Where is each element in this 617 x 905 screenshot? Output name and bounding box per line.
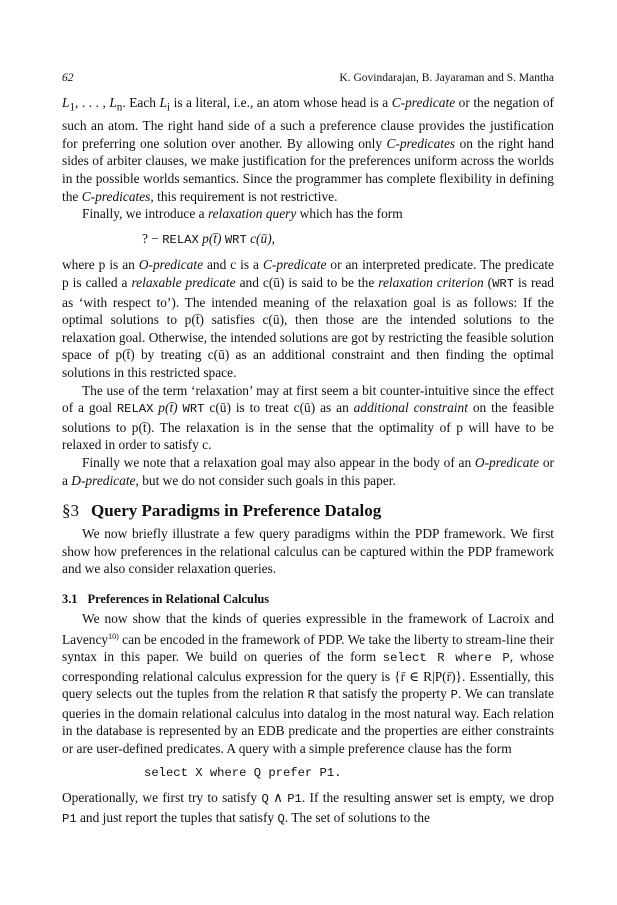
code-inline: Q <box>261 792 269 807</box>
text-span: on the right hand sides of arbiter clauses, we make justification for the preferences uniform across the worlds in the possible worlds semantics. Since the programmer has complete flexibility in defining the <box>62 135 554 204</box>
section-title: Query Paradigms in Preference Datalog <box>91 501 382 521</box>
paragraph-relaxation-meaning <box>62 256 554 381</box>
text-span: . The set of solutions to the <box>284 809 430 825</box>
text-span: and c(ū) is said to be the <box>235 275 379 291</box>
relax-query-display <box>62 230 554 250</box>
text-span: The use of the term ‘relaxation’ may at first seem a bit counter-intuitive since the effect of a goal <box>62 382 554 416</box>
page-number: 62 <box>62 72 74 84</box>
text-span: , whose corresponding relational calculus expression for the query is {r̄ ∈ R|P(r̄)}. Essentially, this query selects out the tuples from the relation <box>62 649 554 702</box>
text-span: Operationally, we first try to satisfy <box>62 790 262 806</box>
paragraph-relaxation-intro <box>62 205 554 223</box>
paragraph-arbiter-clauses <box>62 94 554 205</box>
paragraph-relaxation-term <box>62 382 554 454</box>
text-span: Finally, we introduce a <box>82 206 208 222</box>
math-sub: 1 <box>69 101 76 114</box>
text-span: is a literal, i.e., an atom whose head is a <box>170 95 392 110</box>
text-span: or an interpreted predicate. The predicate p is called a <box>62 257 554 291</box>
text-span: on the feasible solutions to p(t̄). The relaxation is in the sense that the optimality of p will have to be relaxed in order to satisfy c. <box>62 400 554 453</box>
term-relaxation-query: relaxation query <box>207 206 297 222</box>
text-span: . Each <box>122 95 160 110</box>
math-L: L <box>159 95 167 110</box>
term-c-predicate: C-predicate <box>391 95 456 110</box>
keyword-wrt: WRT <box>492 277 515 292</box>
code-inline: P1 <box>287 792 302 807</box>
text-span: and just report the tuples that satisfy <box>76 809 278 825</box>
keyword-relax: RELAX <box>162 232 199 247</box>
term-o-predicate: O-predicate <box>138 257 204 273</box>
subsection-number: 3.1 <box>62 591 78 606</box>
keyword-relax: RELAX <box>116 402 154 417</box>
text-span: , but we do not consider such goals in this paper. <box>135 472 396 488</box>
math-L: L <box>109 95 117 110</box>
text-span: Finally we note that a relaxation goal may also appear in the body of an <box>82 454 475 470</box>
paragraph-relaxation-body <box>62 454 554 489</box>
paragraph-relational-calculus <box>62 610 554 758</box>
math-expression: p(t̄) <box>153 400 183 416</box>
term-c-predicate: C-predicate <box>262 257 327 273</box>
term-relaxation-criterion: relaxation criterion <box>378 275 484 291</box>
paragraph-operational <box>62 789 554 828</box>
text-span: that satisfy the property <box>314 686 451 702</box>
keyword-wrt: WRT <box>182 402 205 417</box>
term-c-predicates: C-predicates <box>81 188 151 204</box>
section-number: §3 <box>62 501 79 521</box>
term-additional-constraint: additional constraint <box>353 400 468 416</box>
citation-ref: 10) <box>108 631 119 641</box>
code-inline: R <box>307 688 315 703</box>
code-inline: P1 <box>62 811 77 826</box>
text-span: c(ū) is to treat c(ū) as an <box>204 400 354 416</box>
code-inline: select R where P <box>382 651 510 666</box>
text-span: ∧ <box>268 790 288 806</box>
text-span: We now show that the kinds of queries expressible in the framework of Lacroix and Lavency <box>62 610 554 647</box>
text-span: . We can translate queries in the domain relational calculus into datalog in the most natural way. Each relation in the database is represented by an EDB predicate and the properties are either constraints or are user-defined predicates. A query with a simple preference clause has the form <box>62 686 554 757</box>
code-inline: Q <box>277 811 285 826</box>
text-span: can be encoded in the framework of PDP. We take the liberty to stream-line their syntax in this paper. We build on queries of the form <box>62 631 554 665</box>
text-span: and c is a <box>203 257 263 273</box>
preference-query-display: select X where Q prefer P1. <box>144 765 342 780</box>
term-d-predicate: D-predicate <box>71 472 136 488</box>
text-span: , . . . , <box>75 95 110 110</box>
math-sub: i <box>166 101 171 114</box>
subsection-title: Preferences in Relational Calculus <box>87 591 270 606</box>
term-o-predicate: O-predicate <box>474 454 540 470</box>
running-header <box>62 72 554 84</box>
math-expression: c(ū), <box>246 230 276 246</box>
running-header-authors: K. Govindarajan, B. Jayaraman and S. Mantha <box>339 72 554 84</box>
paragraph-section-intro: We now briefly illustrate a few query paradigms within the PDP framework. We first show how preferences in the relational calculus can be captured within the PDP framework and we also consider relaxation queries. <box>62 526 554 577</box>
text-span: or the negation of such an atom. The right hand side of a such a preference clause provides the justification for preferring one solution over another. By allowing only <box>62 95 554 151</box>
text-span: or a <box>62 454 554 488</box>
text-span: . If the resulting answer set is empty, we drop <box>301 790 555 806</box>
math-sub: n <box>116 101 123 114</box>
math-L: L <box>62 95 70 110</box>
code-inline: P <box>450 688 458 703</box>
subsection-heading <box>62 592 554 607</box>
query-prompt: ? − <box>142 230 163 246</box>
section-heading <box>62 501 554 521</box>
text-span: ( <box>483 275 493 291</box>
text-span: , this requirement is not restrictive. <box>150 188 338 204</box>
text-span: which has the form <box>296 206 403 222</box>
text-span: is read as ‘with respect to’). The intended meaning of the relaxation goal is as follows: If the optimal solutions to p(t̄) satisfies c(ū), then those are the intended solutions to the relaxation goal. Otherwise, the intended solutions are got by restricting the feasible solution space of p(t̄) by treating c(ū) as an additional constraint and then finding the optimal solutions in this restricted space. <box>62 275 554 380</box>
term-relaxable-predicate: relaxable predicate <box>131 275 236 291</box>
keyword-wrt: WRT <box>224 232 247 247</box>
math-expression: p(t̄) <box>198 230 225 246</box>
text-span: where p is an <box>62 257 139 273</box>
term-c-predicates: C-predicates <box>386 135 456 151</box>
